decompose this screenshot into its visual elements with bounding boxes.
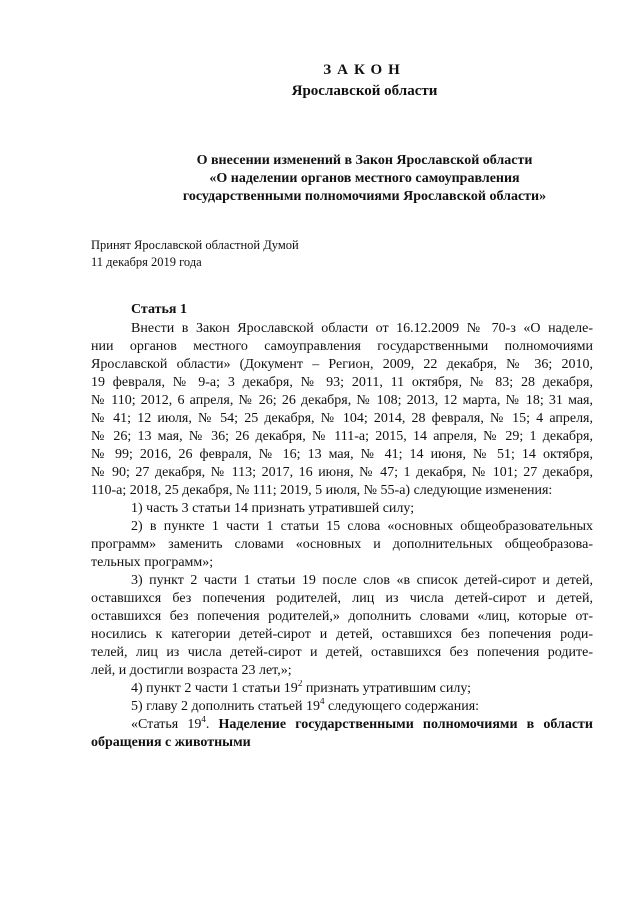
item-text: следующего содержания: <box>324 699 480 714</box>
adoption-date: 11 декабря 2019 года <box>91 255 202 269</box>
subject-line: государственными полномочиями Ярославской области» <box>182 189 547 204</box>
text-line: программ» заменить словами «основных и дополнительных общеобразова- <box>91 537 593 552</box>
superscript: 4 <box>320 698 325 706</box>
text-line: № 26; 13 мая, № 36; 26 декабря, № 111-а; 2015, 14 апреля, № 29; 1 декабря, <box>91 429 593 444</box>
law-subject <box>90 152 639 206</box>
text-line: № 99; 2016, 26 февраля, № 16; 13 мая, № 41; 14 июня, № 51; 14 октября, <box>91 447 593 462</box>
new-article-heading-cont <box>91 734 593 752</box>
list-item: 1) часть 3 статьи 14 признать утратившей силу; <box>131 501 415 516</box>
list-item <box>91 698 593 716</box>
item-text: признать утратившим силу; <box>302 681 472 696</box>
text-line: № 90; 27 декабря, № 113; 2017, 16 июня, № 47; 1 декабря, № 101; 27 декабря, <box>91 465 593 480</box>
text-line: 110-а; 2018, 25 декабря, № 111; 2019, 5 июля, № 55-а) следующие изменения: <box>91 483 553 498</box>
article-body <box>91 320 593 752</box>
text-line: оставшихся без попечения родителей,» дополнить словами «лиц, которые от- <box>91 609 593 624</box>
text-line: тельных программ»; <box>91 555 214 570</box>
text-line: телей, лиц из числа детей-сирот и детей, оставшихся без попечения родите- <box>91 645 593 660</box>
text-line: № 110; 2012, 6 апреля, № 26; 26 декабря, № 108; 2013, 12 марта, № 18; 31 мая, <box>91 393 593 408</box>
text-line: Ярославской области» (Документ – Регион, 2009, 22 декабря, № 36; 2010, <box>91 357 593 372</box>
adoption-note <box>91 237 299 271</box>
item-text: 4) пункт 2 части 1 статьи 19 <box>131 681 298 696</box>
new-article-title: Наделение государственными полномочиями в области <box>218 717 593 732</box>
new-article-heading <box>91 716 593 734</box>
text-line: лей, и достигли возраста 23 лет,»; <box>91 663 292 678</box>
text-line: 19 февраля, № 9-а; 3 декабря, № 93; 2011, 11 октября, № 83; 28 декабря, <box>91 375 593 390</box>
new-article-dot: . <box>205 717 210 732</box>
text-line: носились к категории детей-сирот и детей, оставшихся без попечения роди- <box>91 627 593 642</box>
region-heading: Ярославской области <box>291 83 438 99</box>
subject-line: «О наделении органов местного самоуправления <box>209 171 520 186</box>
adoption-line: Принят Ярославской областной Думой <box>91 238 299 252</box>
superscript: 4 <box>201 716 206 724</box>
list-item: 3) пункт 2 части 1 статьи 19 после слов «в список детей-сирот и детей, <box>131 573 593 588</box>
text-line: Внести в Закон Ярославской области от 16.12.2009 № 70-з «О наделе- <box>131 321 593 336</box>
list-item <box>91 680 593 698</box>
article-title: Статья 1 <box>131 302 187 317</box>
law-heading: ЗАКОН <box>323 62 406 78</box>
new-article-title-cont: обращения с животными <box>91 735 251 750</box>
new-article-label: «Статья 19 <box>131 717 202 732</box>
item-text: 5) главу 2 дополнить статьей 19 <box>131 699 320 714</box>
text-line: оставшихся без попечения родителей, лиц из числа детей-сирот и детей, <box>91 591 593 606</box>
text-line: № 41; 12 июля, № 54; 25 декабря, № 104; 2014, 28 февраля, № 15; 4 апреля, <box>91 411 593 426</box>
list-item: 2) в пункте 1 части 1 статьи 15 слова «основных общеобразовательных <box>131 519 593 534</box>
text-line: нии органов местного самоуправления государственными полномочиями <box>91 339 593 354</box>
superscript: 2 <box>297 680 303 688</box>
subject-line: О внесении изменений в Закон Ярославской области <box>196 153 533 168</box>
